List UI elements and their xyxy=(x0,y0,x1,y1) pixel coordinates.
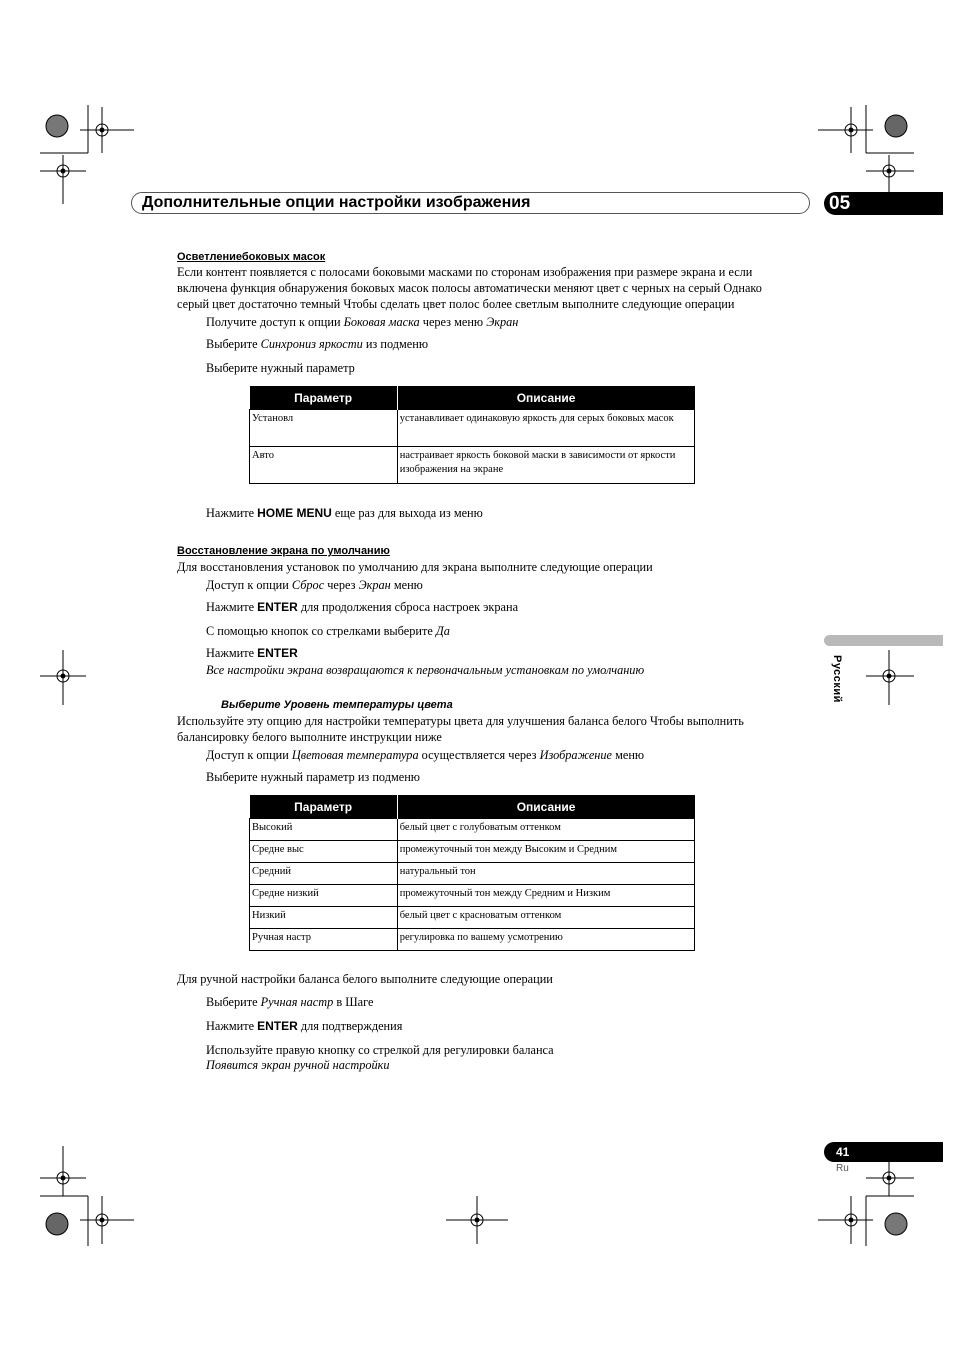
step-text: Выберите нужный параметр xyxy=(206,361,355,375)
result-note: Все настройки экрана возвращаются к первоначальным установкам по умолчанию xyxy=(206,663,645,677)
table-row xyxy=(250,447,695,484)
step-text: Получите доступ к опции Боковая маска через меню Экран xyxy=(206,315,519,329)
language-tab-bar xyxy=(824,635,943,646)
table-cell: промежуточный тон между Средним и Низким xyxy=(397,885,694,907)
table-cell: регулировка по вашему усмотрению xyxy=(397,929,694,951)
section-heading-side-mask: Осветлениебоковых масок xyxy=(177,251,326,263)
step-text: Выберите нужный параметр из подменю xyxy=(206,770,420,784)
page-number: 41 xyxy=(836,1145,850,1159)
page-language-code: Ru xyxy=(836,1163,849,1174)
step-text: Выберите Ручная настр в Шаге xyxy=(206,995,374,1009)
side-mask-brightness-table xyxy=(249,386,695,484)
section-intro-line: Используйте эту опцию для настройки температуры цвета для улучшения баланса белого Чтобы выполнить xyxy=(177,714,744,728)
section-heading-reset: Восстановление экрана по умолчанию xyxy=(177,545,390,557)
table-cell: Авто xyxy=(250,447,398,484)
table-cell: Высокий xyxy=(250,819,398,841)
step-text: Используйте правую кнопку со стрелкой для регулировки баланса xyxy=(206,1043,554,1057)
table-cell: Средне выс xyxy=(250,841,398,863)
color-temperature-table xyxy=(249,795,695,951)
language-tab-label: Русский xyxy=(831,655,843,703)
table-row xyxy=(250,885,695,907)
step-text: Доступ к опции Цветовая температура осуществляется через Изображение меню xyxy=(206,748,645,762)
step-text: Нажмите ENTER для продолжения сброса настроек экрана xyxy=(206,600,519,614)
table-row xyxy=(250,929,695,951)
table-row xyxy=(250,907,695,929)
table-cell: Средне низкий xyxy=(250,885,398,907)
step-text: Доступ к опции Сброс через Экран меню xyxy=(206,578,423,592)
section-heading-color-temp: Выберите Уровень температуры цвета xyxy=(221,699,453,711)
table-cell: устанавливает одинаковую яркость для серых боковых масок xyxy=(397,410,694,447)
table-header-cell: Параметр xyxy=(250,795,398,819)
table-cell: натуральный тон xyxy=(397,863,694,885)
step-text: С помощью кнопок со стрелками выберите Да xyxy=(206,624,450,638)
table-header-cell: Описание xyxy=(397,795,694,819)
table-header-row xyxy=(250,386,695,410)
table-cell: белый цвет с голубоватым оттенком xyxy=(397,819,694,841)
table-row xyxy=(250,410,695,447)
table-header-cell: Описание xyxy=(397,386,694,410)
table-cell: Низкий xyxy=(250,907,398,929)
table-cell: Средний xyxy=(250,863,398,885)
table-cell: настраивает яркость боковой маски в зависимости от яркости изображения на экране xyxy=(397,447,694,484)
section-intro-line: Для ручной настройки баланса белого выполните следующие операции xyxy=(177,972,553,986)
table-row xyxy=(250,841,695,863)
step-text: Выберите Синхрониз яркости из подменю xyxy=(206,337,429,351)
table-row xyxy=(250,863,695,885)
step-text: Нажмите ENTER xyxy=(206,646,298,660)
chapter-title: Дополнительные опции настройки изображения xyxy=(142,194,531,211)
section-intro-line: Для восстановления установок по умолчанию для экрана выполните следующие операции xyxy=(177,560,653,574)
chapter-number: 05 xyxy=(829,193,851,214)
key-label: HOME MENU xyxy=(257,506,332,520)
table-cell: Установл xyxy=(250,410,398,447)
section-intro-line: Если контент появляется с полосами боковыми масками по сторонам изображения при размере экрана и если xyxy=(177,265,753,279)
table-header-cell: Параметр xyxy=(250,386,398,410)
key-label: ENTER xyxy=(257,646,298,660)
table-row xyxy=(250,819,695,841)
table-cell: промежуточный тон между Высоким и Средним xyxy=(397,841,694,863)
step-text: Нажмите HOME MENU еще раз для выхода из меню xyxy=(206,506,483,520)
step-text: Нажмите ENTER для подтверждения xyxy=(206,1019,403,1033)
key-label: ENTER xyxy=(257,600,298,614)
key-label: ENTER xyxy=(257,1019,298,1033)
result-note: Появится экран ручной настройки xyxy=(206,1058,390,1072)
section-intro-line: включена функция обнаружения боковых масок полосы автоматически меняют цвет с черных на серый Однако xyxy=(177,281,762,295)
section-intro-line: серый цвет достаточно темный Чтобы сделать цвет полос более светлым выполните следующие операции xyxy=(177,297,735,311)
table-header-row xyxy=(250,795,695,819)
section-intro-line: балансировку белого выполните инструкции ниже xyxy=(177,730,442,744)
table-cell: Ручная настр xyxy=(250,929,398,951)
table-cell: белый цвет с красноватым оттенком xyxy=(397,907,694,929)
